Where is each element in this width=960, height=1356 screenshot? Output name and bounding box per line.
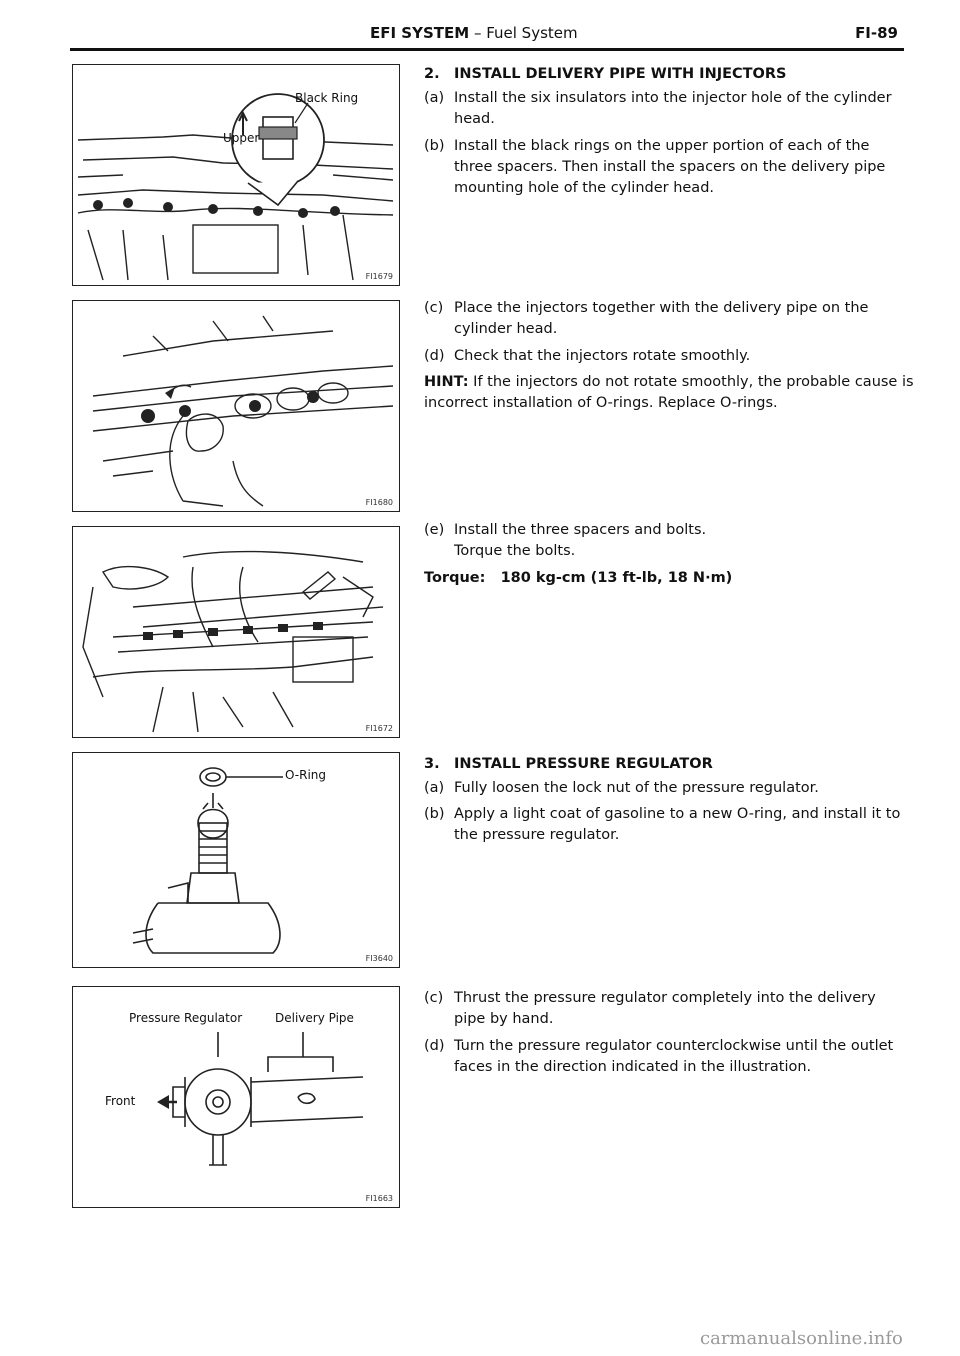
figure-code: FI1679: [365, 272, 393, 281]
figure-regulator-orientation: [72, 986, 400, 1208]
pressure-regulator-o-ring-illustration: [73, 753, 399, 967]
figure-o-ring: [72, 752, 400, 968]
figure-black-ring: [72, 64, 400, 286]
page-title: EFI SYSTEM – Fuel System: [370, 24, 578, 42]
figure-injector-rotate: [72, 300, 400, 512]
pressure-regulator-label: Pressure Regulator: [129, 1011, 243, 1025]
o-ring-label: O-Ring: [285, 768, 327, 782]
front-label: Front: [105, 1094, 136, 1108]
black-ring-label: Black Ring: [295, 91, 359, 105]
figure-code: FI1680: [365, 498, 393, 507]
figure-code: FI1672: [365, 724, 393, 733]
delivery-pipe-label: Delivery Pipe: [275, 1011, 354, 1025]
page-header: [70, 22, 902, 46]
hint-note: HINT: If the injectors do not rotate smoothly, the probable cause is incorrect installation of O-rings. Replace O-rings.: [424, 374, 914, 411]
figure-code: FI1663: [365, 1194, 393, 1203]
header-rule: [70, 48, 904, 51]
upper-label: Upper: [223, 131, 260, 145]
injector-rotation-illustration: [73, 301, 399, 511]
torque-spec: Torque: 180 kg-cm (13 ft-lb, 18 N·m): [424, 570, 733, 586]
torque-bolts-illustration: [73, 527, 399, 737]
figure-spacers-bolts: [72, 526, 400, 738]
figure-code: FI3640: [365, 954, 393, 963]
page-number: FI-89: [855, 24, 898, 42]
watermark: carmanualsonline.info: [700, 1328, 903, 1349]
